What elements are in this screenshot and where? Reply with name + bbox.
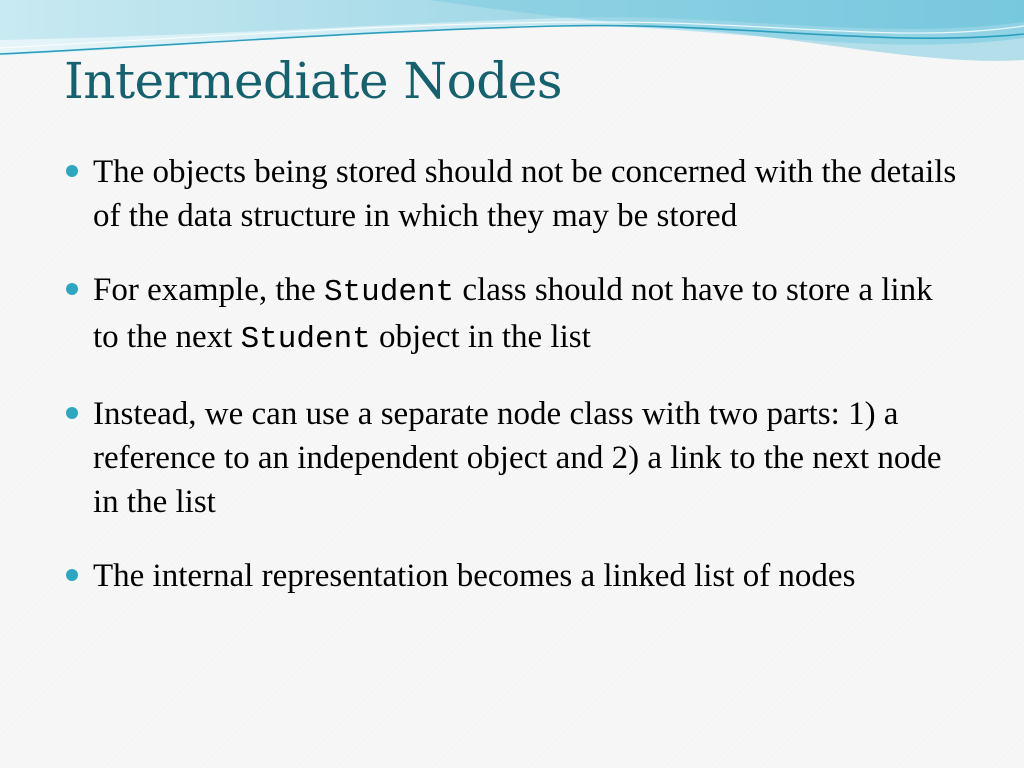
slide-title: Intermediate Nodes	[64, 52, 563, 110]
bullet-text-part: object in the list	[370, 319, 591, 355]
bullet-text: The internal representation becomes a linked list of nodes	[93, 558, 856, 594]
bullet-dot-icon	[66, 569, 78, 581]
bullet-item	[64, 554, 964, 598]
bullet-list	[64, 150, 964, 628]
bullet-item	[64, 268, 964, 362]
bullet-text: The objects being stored should not be concerned with the details of the data structure in which they may be stored	[93, 154, 957, 234]
bullet-item	[64, 150, 964, 238]
bullet-text-part: class should not have to store a link to the next	[93, 272, 933, 355]
bullet-item	[64, 392, 964, 524]
bullet-dot-icon	[66, 165, 78, 177]
bullet-text-part: For example, the	[93, 272, 324, 308]
bullet-text: Instead, we can use a separate node class with two parts: 1) a reference to an independent object and 2) a link to the next node in the list	[93, 396, 942, 520]
bullet-dot-icon	[66, 283, 78, 295]
code-student: Student	[240, 322, 371, 357]
code-student: Student	[323, 275, 455, 310]
bullet-dot-icon	[66, 407, 78, 419]
